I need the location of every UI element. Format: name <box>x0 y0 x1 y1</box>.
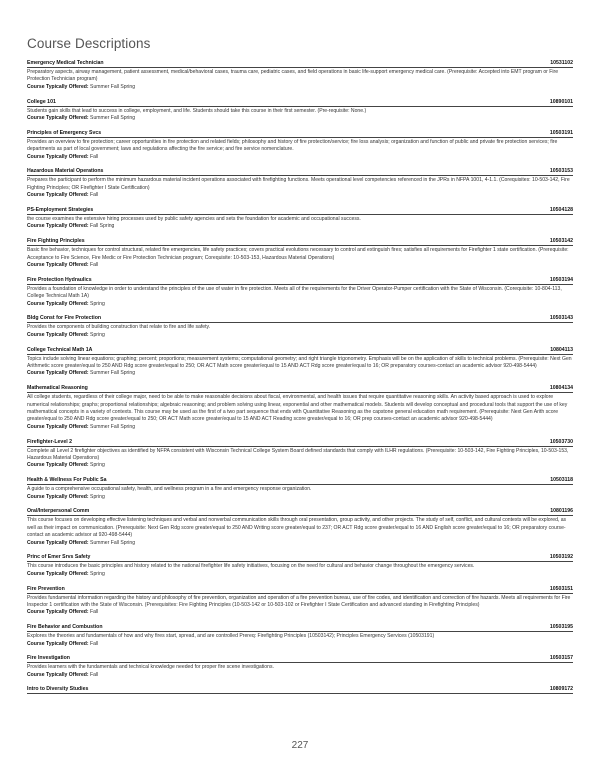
course-title: Oral/Interpersonal Comm <box>27 508 90 515</box>
course-description: A guide to a comprehensive occupational safety, health, and wellness program in a fire and emergency response organization. <box>27 486 312 493</box>
offered-label: Course Typically Offered: <box>27 671 89 678</box>
offered-terms: Summer Fall Spring <box>90 115 136 121</box>
offered-label: Course Typically Offered: <box>27 153 89 160</box>
course-offered <box>27 494 573 501</box>
offered-label: Course Typically Offered: <box>27 83 89 90</box>
course-header <box>27 554 573 562</box>
course-header <box>27 439 573 447</box>
course-offered <box>27 571 573 578</box>
offered-label: Course Typically Offered: <box>27 192 89 199</box>
course-number: 10809172 <box>549 686 573 693</box>
course-number: 10503118 <box>550 477 573 484</box>
course-offered <box>27 154 573 161</box>
course-entry <box>27 624 573 647</box>
course-description: Students gain skills that lead to success in college, employment, and life. Students should take this course in their first semester. (Pre-requisite: None.) <box>27 107 367 114</box>
offered-terms: Spring <box>90 493 105 500</box>
course-number: 10531102 <box>550 60 573 66</box>
course-title: College 101 <box>27 98 56 105</box>
course-offered <box>27 641 573 648</box>
course-number: 10890101 <box>549 98 573 105</box>
course-number: 10503194 <box>549 276 573 283</box>
course-description: Provides learners with the fundamentals and technical knowledge needed for proper fire scene investigations. <box>27 664 274 671</box>
course-description: This course introduces the basic principles and history related to the national firefighter life safety initiatives, focusing on the need for cultural and behavior change throughout the emergency services. <box>27 563 475 570</box>
course-entry <box>27 238 573 268</box>
course-number: 10801196 <box>550 508 573 515</box>
offered-terms: Fall <box>90 192 99 199</box>
course-description: Provides an overview to fire protection; career opportunities in fire protection and related fields; philosophy and history of fire protection/service; fire loss analysis; organization and function of public and private fire protection services; fire departments as part of local government; laws and regulations affecting the fire service; and fire service nomenclature. <box>27 138 558 153</box>
offered-terms: Spring <box>90 570 105 577</box>
offered-label: Course Typically Offered: <box>27 223 89 230</box>
offered-terms: Summer Fall Spring <box>90 539 136 546</box>
course-number: 10804113 <box>550 346 573 353</box>
offered-terms: Fall Spring <box>90 223 115 230</box>
course-list <box>27 60 573 703</box>
course-number: 10503730 <box>549 438 573 445</box>
course-number: 10503157 <box>549 655 573 662</box>
course-title: Fire Protection Hydraulics <box>27 276 92 283</box>
course-header <box>27 168 573 176</box>
offered-label: Course Typically Offered: <box>27 423 89 430</box>
course-header <box>27 655 573 663</box>
course-title: Intro to Diversity Studies <box>27 686 89 693</box>
course-title: Fire Prevention <box>27 585 65 592</box>
course-description: Provides a foundation of knowledge in order to understand the principles of the use of water in fire protection. Meets all of the requirements for the Driver Operator-Pumper certification with the State of Wisconsin. (Corequisite: 10-804-113, College Technical Math 1A) <box>27 285 562 300</box>
offered-terms: Summer Fall Spring <box>90 423 136 430</box>
offered-terms: Fall <box>90 640 99 647</box>
course-offered <box>27 424 573 431</box>
offered-terms: Summer Fall Spring <box>90 370 136 377</box>
course-entry <box>27 586 573 616</box>
course-offered <box>27 332 573 339</box>
course-entry <box>27 347 573 377</box>
course-title: Firefighter-Level 2 <box>27 438 72 445</box>
course-header <box>27 385 573 393</box>
course-description: Provides fundamental information regarding the history and philosophy of fire prevention, organization and operation of a fire prevention bureau, use of fire codes, and identification and correction of fire hazards. Meets all requirements for Fire Inspector 1 certification with the State of Wisconsin. (Prerequisites: Fire Fighting Principles (10-503-142 or 10-503-102 or Firefighter I State Certification and advanced standing in Firefighting Principles) <box>27 594 571 608</box>
course-description: Complete all Level 2 firefighter objectives as identified by NFPA consistent with Wisconsin Technical College System Board defined standards that comply with ILHR regulations. (Prerequisite: 10-503-142, Fire Fighting Principles, 10-503-153, Hazardous Material Operations) <box>27 447 569 461</box>
course-offered <box>27 115 573 122</box>
course-offered <box>27 462 573 469</box>
offered-terms: Fall <box>90 261 99 268</box>
course-title: College Technical Math 1A <box>27 346 93 353</box>
course-number: 10503143 <box>549 315 573 322</box>
course-offered <box>27 609 573 616</box>
course-entry <box>27 130 573 160</box>
course-header <box>27 508 573 516</box>
course-description: Preparatory aspects, airway management, patient assessment, medical/behavioral cases, trauma care, pediatric cases, and field operations in basic life-support emergency medical care. (Prerequisite: Accepted into EMT program or Fire Protection Technician program) <box>27 69 559 83</box>
course-offered <box>27 672 573 679</box>
course-entry <box>27 508 573 546</box>
course-offered <box>27 84 573 91</box>
offered-terms: Spring <box>90 331 105 338</box>
offered-label: Course Typically Offered: <box>27 539 89 546</box>
course-header <box>27 130 573 138</box>
course-description: Prepares the participant to perform the minimum hazardous material incident operations associated with firefighting functions. Meets operational level competencies referenced in the JPRs in NFPA 1001, 4-1.1. (Corequisites: 10-503-142, Fire Fighting Principles; OR Firefighter I State Certification) <box>27 177 570 191</box>
course-description: This course focuses on developing effective listening techniques and verbal and nonverbal communication skills through oral presentation, group activity, and other projects. The study of self, conflict, and cultural contexts will be explored, as well as their impact on communication. (Prerequisite: Next Gen Rdg score greater/equal to 250 AND Writing score greater/equal to 237; OR ACT Rdg score greater/equal to 16 AND English score greater/equal to 16; OR preparatory course-contact an academic advisor at 920-498-5444) <box>27 517 567 539</box>
offered-terms: Summer Fall Spring <box>90 83 136 90</box>
course-title: Fire Behavior and Combustion <box>27 624 103 631</box>
offered-label: Course Typically Offered: <box>27 370 89 377</box>
course-header <box>27 477 573 485</box>
offered-label: Course Typically Offered: <box>27 640 89 647</box>
course-header <box>27 207 573 215</box>
offered-terms: Spring <box>90 300 105 307</box>
course-header <box>27 277 573 285</box>
course-title: Princ of Emer Srvs Safety <box>27 554 91 561</box>
course-entry <box>27 168 573 198</box>
offered-label: Course Typically Offered: <box>27 300 89 307</box>
offered-terms: Fall <box>90 153 99 160</box>
course-number: 10504128 <box>549 206 573 213</box>
course-title: Fire Investigation <box>27 655 70 662</box>
offered-label: Course Typically Offered: <box>27 609 89 616</box>
course-number: 10503151 <box>549 585 573 592</box>
offered-label: Course Typically Offered: <box>27 462 89 469</box>
course-entry <box>27 385 573 430</box>
offered-terms: Fall <box>90 671 99 678</box>
course-offered <box>27 192 573 199</box>
course-offered <box>27 223 573 230</box>
course-title: Principles of Emergency Svcs <box>27 129 102 136</box>
course-header <box>27 60 573 68</box>
course-title: Hazardous Material Operations <box>27 168 104 175</box>
course-title: Fire Fighting Principles <box>27 238 85 245</box>
course-number: 10503191 <box>549 129 573 136</box>
offered-terms: Spring <box>90 462 105 469</box>
course-number: 10503142 <box>549 238 573 245</box>
offered-label: Course Typically Offered: <box>27 261 89 268</box>
course-title: Health & Wellness For Public Sa <box>27 477 107 484</box>
course-header <box>27 315 573 323</box>
course-entry <box>27 99 573 122</box>
course-entry <box>27 207 573 230</box>
course-offered <box>27 370 573 377</box>
course-header <box>27 586 573 594</box>
course-title: Bldg Const for Fire Protection <box>27 315 102 322</box>
course-header <box>27 238 573 246</box>
course-number: 10804134 <box>549 385 573 392</box>
page-number: 227 <box>291 740 309 751</box>
offered-label: Course Typically Offered: <box>27 493 89 500</box>
course-description: Basic fire behavior, techniques for control structural, related fire emergencies, life safety practices; covers practical evolutions necessary to control and extinguish fires; satisfies all requirements for Firefighter 1 state certification. (Prerequisite: Acceptance to Fire Science, Fire Medic or Fire Protection Technician program; Corequisite: 10-503-153, Hazardous Material Operations) <box>27 247 569 261</box>
offered-label: Course Typically Offered: <box>27 331 89 338</box>
course-entry <box>27 477 573 500</box>
course-description: All college students, regardless of their college major, need to be able to make reasonable decisions about fiscal, environmental, and health issues that require quantitative reasoning skills. An activity based approach is used to explore numerical relationships; graphs; proportional relationships; algebraic reasoning; and problem solving using linear, exponential and other mathematical models. Students will develop conceptual and procedural tools that support the use of key mathematical concepts in a variety of contexts. This course may be used as the first of a two part sequence that ends with Quantitative Reasoning as the capstone general education math requirement. (Prerequisite: Next Gen Arith score greater/equal to 250 AND Rdg score greater/equal to 250; OR ACT Math score greater/equal to 15 AND ACT Reading score greater/equal to 16; OR prep courses-contact an academic advisor 920-498-5444) <box>27 394 568 423</box>
course-header <box>27 347 573 355</box>
offered-label: Course Typically Offered: <box>27 570 89 577</box>
course-number: 10503153 <box>549 168 573 175</box>
course-title: Emergency Medical Technician <box>27 60 104 66</box>
course-entry <box>27 554 573 577</box>
course-description: Explores the theories and fundamentals of how and why fires start, spread, and are controlled Prereq: Firefighting Principles (10503142); Principles Emergency Services (10503191) <box>27 633 435 640</box>
course-offered <box>27 301 573 308</box>
offered-terms: Fall <box>90 609 99 616</box>
course-entry <box>27 655 573 678</box>
course-offered <box>27 540 573 547</box>
offered-label: Course Typically Offered: <box>27 115 89 121</box>
course-entry <box>27 277 573 307</box>
course-header <box>27 99 573 107</box>
course-title: Mathematical Reasoning <box>27 385 88 392</box>
course-description: Provides the components of building construction that relate to fire and life safety. <box>27 324 211 331</box>
course-description: the course examines the extensive hiring processes used by public safety agencies and sets the foundation for academic and occupational success. <box>27 215 361 222</box>
course-entry <box>27 439 573 469</box>
course-description: Topics include solving linear equations; graphing; percent; proportions; measurement systems; computational geometry; and right triangle trigonometry. Emphasis will be on the application of skills to technical problems. (Prerequisite: Next Gen Arithmetic score greater/equal to 250 AND Rdg score greater/equal to 250; OR ACT Math score greater/equal to 15 AND ACT Rdg score greater/equal to 16; OR preparatory courses-contact an academic advisor 920-498-5444) <box>27 355 572 369</box>
course-number: 10503192 <box>549 554 573 561</box>
course-header <box>27 624 573 632</box>
course-header <box>27 686 573 694</box>
course-number: 10503195 <box>549 624 573 631</box>
course-entry <box>27 686 573 694</box>
course-entry <box>27 315 573 338</box>
page-title: Course Descriptions <box>27 36 151 51</box>
course-entry <box>27 60 573 90</box>
course-offered <box>27 262 573 269</box>
course-title: PS-Employment Strategies <box>27 206 94 213</box>
